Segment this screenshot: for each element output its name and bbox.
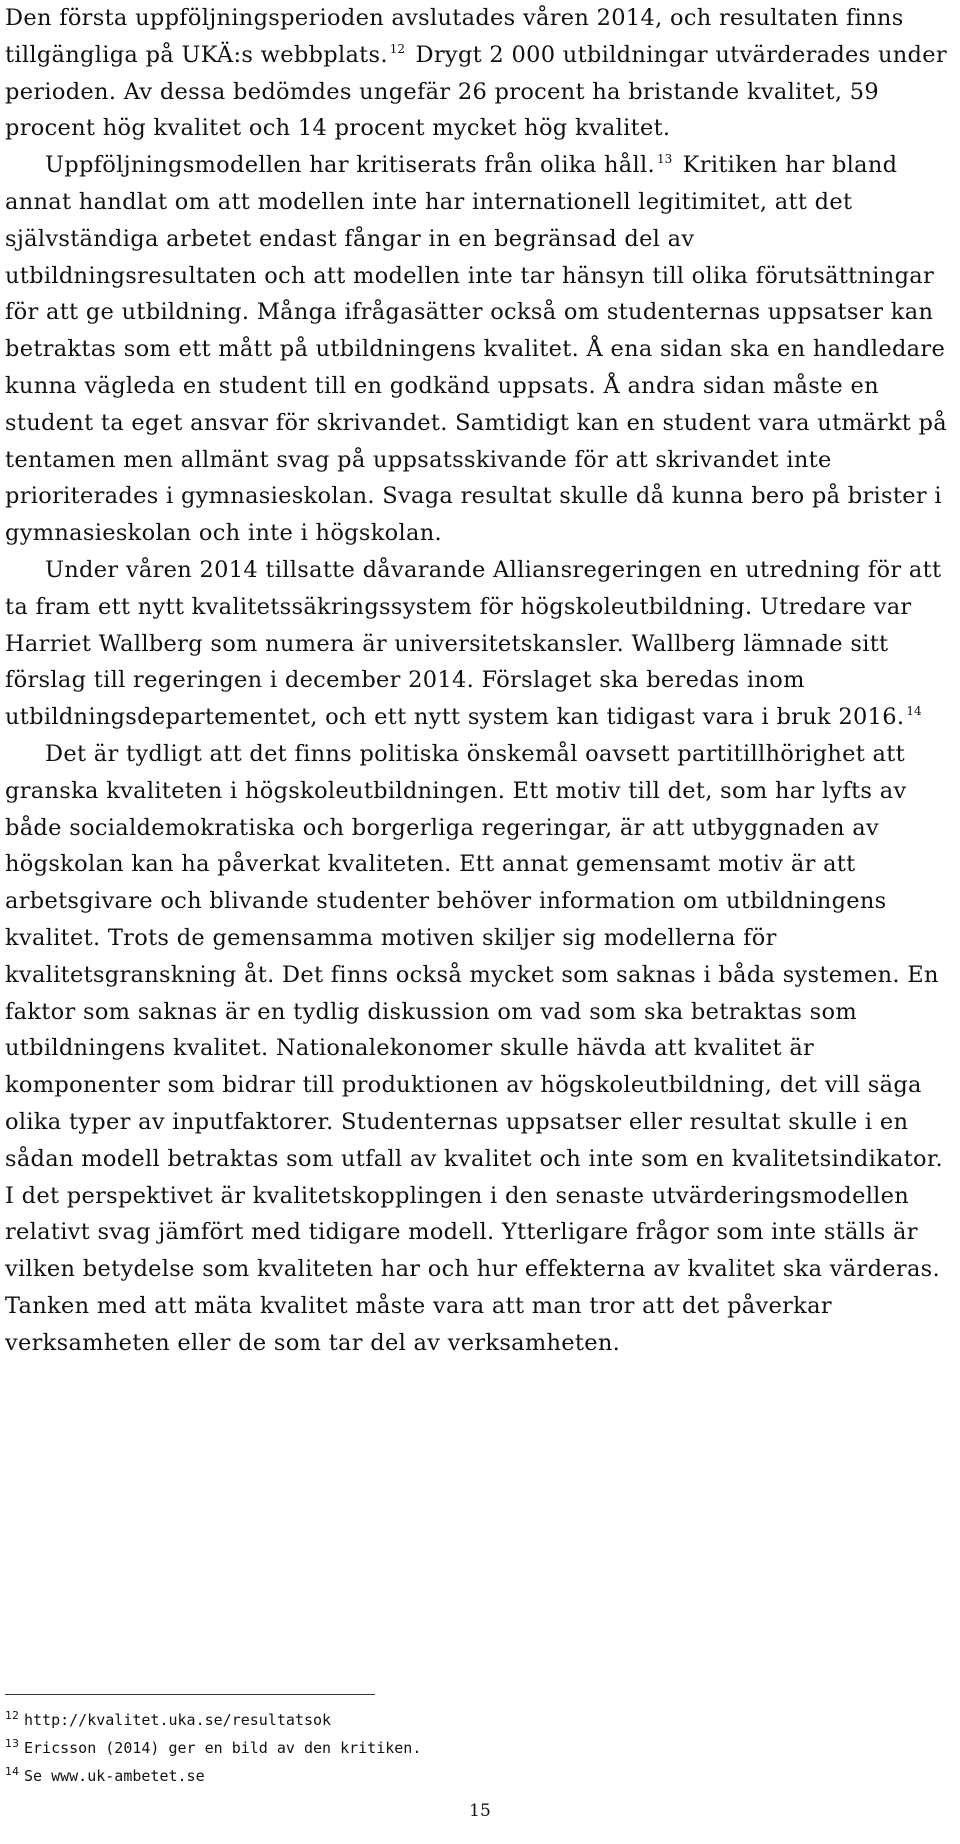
- footnote-13: [5, 1732, 905, 1760]
- footnote-number: 12: [5, 1709, 19, 1722]
- body-text: [5, 0, 950, 1361]
- footnote-number: 14: [5, 1765, 19, 1779]
- footnote-reference: 13: [656, 152, 673, 167]
- footnote-text: Se www.uk-ambetet.se: [24, 1767, 205, 1786]
- paragraph-text: Under våren 2014 tillsatte dåvarande Alliansregeringen en utredning för att ta fram ett nytt kvalitetssäkringssystem för högskoleutbildning. Utredare var Harriet Wallberg som numera är universitetskansler. Wallberg lämnade sitt förslag till regeringen i december 2014. Förslaget ska beredas inom utbildningsdepartementet, och ett nytt system kan tidigast vara i bruk 2016.: [5, 556, 942, 731]
- footnote-number: 13: [5, 1737, 19, 1751]
- footnote-14: [5, 1760, 905, 1788]
- footnote-text: http://kvalitet.uka.se/resultatsok: [24, 1711, 332, 1730]
- footnote-reference: 12: [389, 41, 406, 56]
- footnote-text: Ericsson (2014) ger en bild av den kritiken.: [24, 1739, 422, 1758]
- paragraph-text: Det är tydligt att det finns politiska önskemål oavsett partitillhörighet att granska kvaliteten i högskoleutbildningen. Ett motiv till det, som har lyfts av både socialdemokratiska och borgerliga regeringar, är att utbyggnaden av högskolan kan ha påverkat kvaliteten. Ett annat gemensamt motiv är att arbetsgivare och blivande studenter behöver information om utbildningens kvalitet. Trots de gemensamma motiven skiljer sig modellerna för kvalitetsgranskning åt. Det finns också mycket som saknas i båda systemen. En faktor som saknas är en tydlig diskussion om vad som ska betraktas som utbildningens kvalitet. Nationalekonomer skulle hävda att kvalitet är komponenter som bidrar till produktionen av högskoleutbildning, det vill säga olika typer av inputfaktorer. Studenternas uppsatser eller resultat skulle i en sådan modell betraktas som utfall av kvalitet och inte som en kvalitetsindikator. I det perspektivet är kvalitetskopplingen i den senaste utvärderingsmodellen relativt svag jämfört med tidigare modell. Ytterligare frågor som inte ställs är vilken betydelse som kvaliteten har och hur effekterna av kvalitet ska värderas. Tanken med att mäta kvalitet måste vara att man tror att det påverkar verksamheten eller de som tar del av verksamheten.: [5, 740, 943, 1356]
- paragraph: [5, 147, 950, 552]
- footnote-reference: 14: [906, 704, 922, 719]
- paragraph: [5, 736, 950, 1362]
- paragraph-text: Den första uppföljningsperioden avslutades våren 2014, och resultaten finns tillgängliga på UKÄ:s webbplats.: [5, 5, 904, 68]
- footnote-12: [5, 1704, 905, 1732]
- paragraph: [5, 552, 950, 736]
- paragraph-text: Uppföljningsmodellen har kritiserats från olika håll.: [45, 152, 655, 179]
- paragraph: [5, 0, 950, 147]
- paragraph-text: Kritiken har bland annat handlat om att modellen inte har internationell legitimitet, att det självständiga arbetet endast fångar in en begränsad del av utbildningsresultaten och att modellen inte tar hänsyn till olika förutsättningar för att ge utbildning. Många ifrågasätter också om studenternas uppsatser kan betraktas som ett mått på utbildningens kvalitet. Å ena sidan ska en handledare kunna vägleda en student till en godkänd uppsats. Å andra sidan måste en student ta eget ansvar för skrivandet. Samtidigt kan en student vara utmärkt på tentamen men allmänt svag på uppsatsskivande för att skrivandet inte prioriterades i gymnasieskolan. Svaga resultat skulle då kunna bero på brister i gymnasieskolan och inte i högskolan.: [5, 152, 947, 547]
- page-number: 15: [469, 1801, 491, 1821]
- footnote-divider: [5, 1694, 375, 1695]
- paragraph-text: Drygt 2 000 utbildningar utvärderades under perioden. Av dessa bedömdes ungefär 26 procent ha bristande kvalitet, 59 procent hög kvalitet och 14 procent mycket hög kvalitet.: [5, 41, 947, 142]
- footnotes: [5, 1704, 905, 1788]
